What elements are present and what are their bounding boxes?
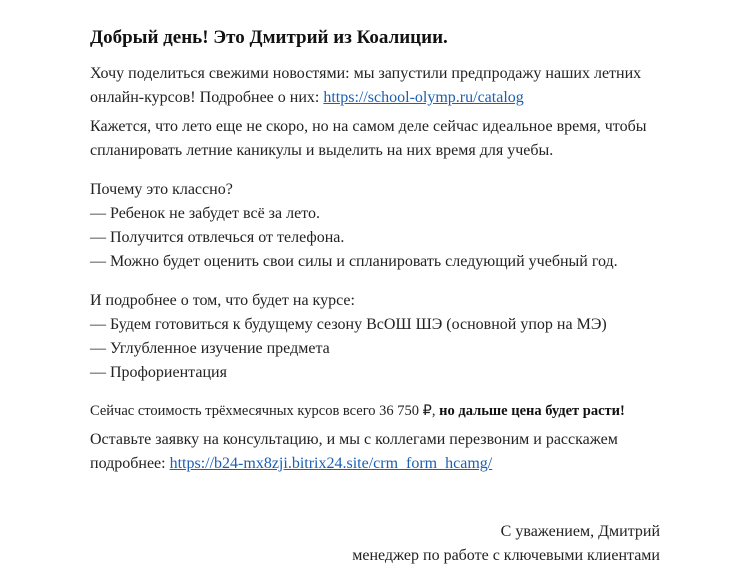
intro-line-2 xyxy=(90,86,641,110)
why-section xyxy=(90,178,618,274)
signature-title: менеджер по работе с ключевыми клиентами xyxy=(352,547,660,564)
price-paragraph xyxy=(90,399,625,423)
price-text: Сейчас стоимость трёхмесячных курсов всего 36 750 ₽, xyxy=(90,403,440,419)
cta-paragraph xyxy=(90,428,618,476)
course-item: — Углубленное изучение предмета xyxy=(90,340,330,357)
cta-line-2 xyxy=(90,452,618,476)
why-item: — Получится отвлечься от телефона. xyxy=(90,229,345,246)
cta-line-1: Оставьте заявку на консультацию, и мы с коллегами перезвоним и расскажем xyxy=(90,431,618,448)
course-item: — Профориентация xyxy=(90,364,227,381)
course-section xyxy=(90,289,607,385)
signature-name: С уважением, Дмитрий xyxy=(500,523,660,540)
summer-line-1: Кажется, что лето еще не скоро, но на самом деле сейчас идеальное время, чтобы xyxy=(90,118,647,135)
greeting-heading: Добрый день! Это Дмитрий из Коалиции. xyxy=(90,27,448,48)
price-warning: но дальше цена будет расти! xyxy=(439,403,625,419)
intro-line-2-text: онлайн-курсов! Подробнее о них: xyxy=(90,89,324,106)
summer-line-2: спланировать летние каникулы и выделить на них время для учебы. xyxy=(90,142,554,159)
why-item: — Можно будет оценить свои силы и спланировать следующий учебный год. xyxy=(90,253,618,270)
why-heading: Почему это классно? xyxy=(90,181,233,198)
cta-line-2-text: подробнее: xyxy=(90,455,170,472)
intro-line-1: Хочу поделиться свежими новостями: мы запустили предпродажу наших летних xyxy=(90,65,642,82)
summer-paragraph xyxy=(90,115,646,163)
why-item: — Ребенок не забудет всё за лето. xyxy=(90,205,320,222)
catalog-link[interactable]: https://school-olymp.ru/catalog xyxy=(323,89,524,106)
intro-paragraph xyxy=(90,62,641,110)
consultation-form-link[interactable]: https://b24-mx8zji.bitrix24.site/crm_form_hcamg/ xyxy=(169,455,493,472)
course-heading: И подробнее о том, что будет на курсе: xyxy=(90,292,355,309)
course-item: — Будем готовиться к будущему сезону ВсОШ ШЭ (основной упор на МЭ) xyxy=(90,316,607,333)
